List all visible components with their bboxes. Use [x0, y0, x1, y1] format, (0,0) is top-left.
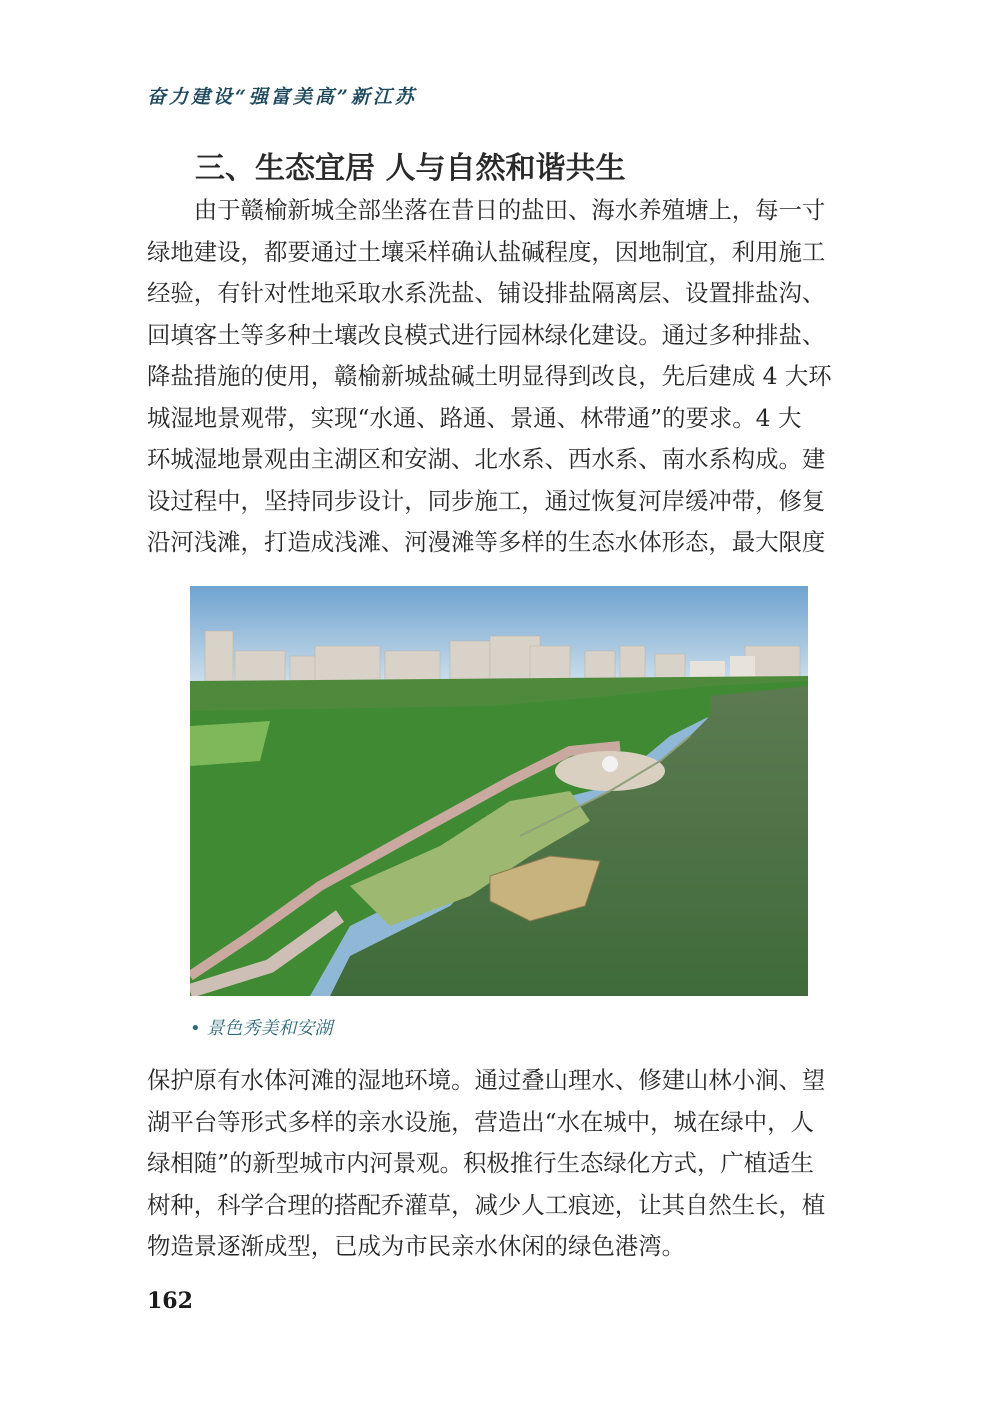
photo-caption: • 景色秀美和安湖 [190, 1018, 333, 1039]
text-line: 降盐措施的使用，赣榆新城盐碱土明显得到改良，先后建成 4 大环 [147, 362, 832, 390]
text-line: 沿河浅滩，打造成浅滩、河漫滩等多样的生态水体形态，最大限度 [147, 528, 826, 556]
section-title: 三、生态宜居 人与自然和谐共生 [195, 151, 626, 186]
text-line: 城湿地景观带，实现“水通、路通、景通、林带通”的要求。4 大 [147, 403, 802, 432]
text-line: 环城湿地景观由主湖区和安湖、北水系、西水系、南水系构成。建 [147, 445, 826, 473]
text-line: 保护原有水体河滩的湿地环境。通过叠山理水、修建山林小涧、望 [147, 1066, 826, 1094]
lake-aerial-photo [190, 586, 808, 996]
text-line: 回填客土等多种土壤改良模式进行园林绿化建设。通过多种排盐、 [147, 320, 826, 349]
paragraph-2 [147, 1060, 851, 1268]
page-number: 162 [147, 1288, 193, 1314]
text-line: 湖平台等形式多样的亲水设施，营造出“水在城中，城在绿中，人 [147, 1107, 814, 1136]
running-head: 奋力建设“强富美高”新江苏 [147, 86, 417, 108]
text-line: 绿地建设，都要通过土壤采样确认盐碱程度，因地制宜，利用施工 [147, 237, 826, 266]
text-line: 物造景逐渐成型，已成为市民亲水休闲的绿色港湾。 [147, 1232, 685, 1260]
paragraph-1 [147, 190, 851, 564]
text-line: 经验，有针对性地采取水系洗盐、铺设排盐隔离层、设置排盐沟、 [147, 279, 826, 307]
text-line: 树种，科学合理的搭配乔灌草，减少人工痕迹，让其自然生长，植 [147, 1190, 826, 1219]
text-line: 由于赣榆新城全部坐落在昔日的盐田、海水养殖塘上，每一寸 [147, 196, 826, 224]
text-line: 设过程中，坚持同步设计，同步施工，通过恢复河岸缓冲带，修复 [147, 486, 826, 515]
text-line: 绿相随”的新型城市内河景观。积极推行生态绿化方式，广植适生 [147, 1149, 814, 1177]
